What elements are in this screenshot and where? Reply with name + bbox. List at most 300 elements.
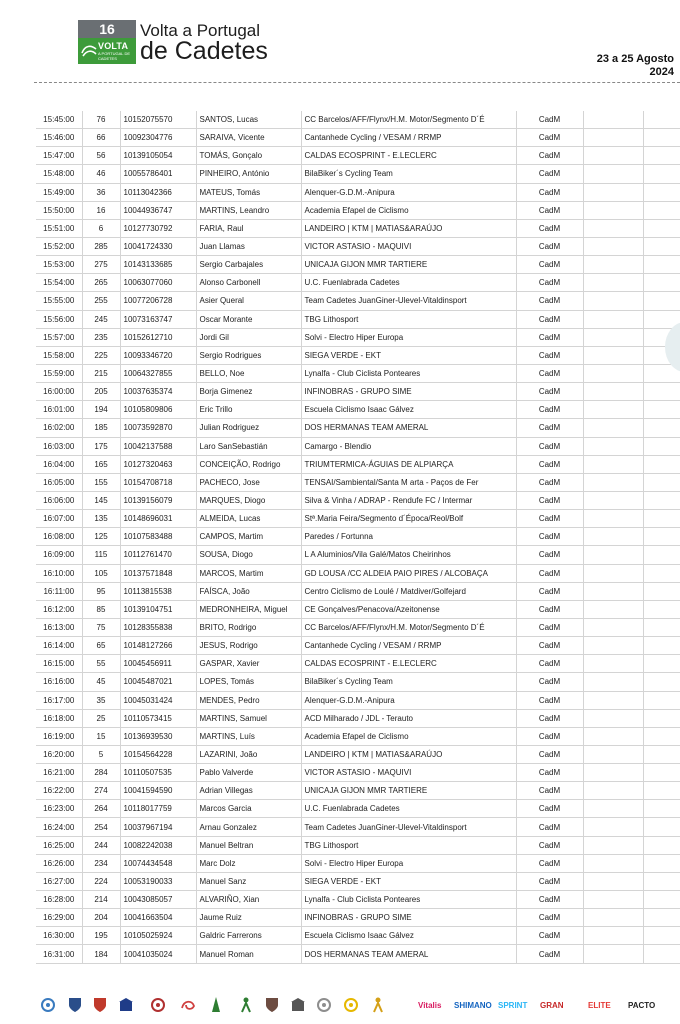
table-row bbox=[36, 854, 680, 872]
page-header bbox=[0, 0, 680, 84]
empty-cell bbox=[583, 473, 643, 491]
category-cell: CadM bbox=[516, 292, 583, 310]
start-time-cell: 16:07:00 bbox=[36, 510, 82, 528]
bib-number-cell: 215 bbox=[82, 364, 120, 382]
uci-id-cell: 10064327855 bbox=[120, 364, 196, 382]
shield-icon bbox=[67, 996, 83, 1014]
start-time-cell: 16:06:00 bbox=[36, 491, 82, 509]
category-cell: CadM bbox=[516, 927, 583, 945]
table-row bbox=[36, 800, 680, 818]
uci-id-cell: 10045031424 bbox=[120, 691, 196, 709]
empty-cell bbox=[643, 709, 680, 727]
team-name-cell: DOS HERMANAS TEAM AMERAL bbox=[301, 945, 516, 963]
bib-number-cell: 194 bbox=[82, 401, 120, 419]
empty-cell bbox=[583, 564, 643, 582]
empty-cell bbox=[583, 673, 643, 691]
sponsor-shimano-label: SHIMANO bbox=[454, 1000, 492, 1010]
empty-cell bbox=[643, 401, 680, 419]
table-row bbox=[36, 618, 680, 636]
start-time-cell: 16:03:00 bbox=[36, 437, 82, 455]
uci-id-cell: 10044936747 bbox=[120, 201, 196, 219]
rider-name-cell: JESUS, Rodrigo bbox=[196, 637, 301, 655]
team-name-cell: BilaBiker´s Cycling Team bbox=[301, 673, 516, 691]
start-time-cell: 16:02:00 bbox=[36, 419, 82, 437]
table-row bbox=[36, 782, 680, 800]
empty-cell bbox=[583, 727, 643, 745]
bib-number-cell: 204 bbox=[82, 909, 120, 927]
category-cell: CadM bbox=[516, 201, 583, 219]
bib-number-cell: 175 bbox=[82, 437, 120, 455]
empty-cell bbox=[583, 364, 643, 382]
team-name-cell: CC Barcelos/AFF/Flynx/H.M. Motor/Segmento D´É bbox=[301, 111, 516, 129]
crest-icon bbox=[40, 996, 56, 1014]
table-row bbox=[36, 310, 680, 328]
crest-icon bbox=[343, 996, 359, 1014]
bib-number-cell: 145 bbox=[82, 491, 120, 509]
empty-cell bbox=[643, 800, 680, 818]
empty-cell bbox=[643, 528, 680, 546]
start-time-cell: 16:19:00 bbox=[36, 727, 82, 745]
team-name-cell: SIEGA VERDE - EKT bbox=[301, 346, 516, 364]
empty-cell bbox=[643, 891, 680, 909]
start-time-cell: 15:57:00 bbox=[36, 328, 82, 346]
team-name-cell: TENSAI/Sambiental/Santa M arta - Paços de Fer bbox=[301, 473, 516, 491]
sponsor-15-label: GRAN bbox=[540, 1000, 564, 1010]
start-time-cell: 15:53:00 bbox=[36, 256, 82, 274]
empty-cell bbox=[643, 691, 680, 709]
logo-text: VOLTA bbox=[98, 41, 129, 51]
uci-id-cell: 10143133685 bbox=[120, 256, 196, 274]
bib-number-cell: 115 bbox=[82, 546, 120, 564]
rider-name-cell: SANTOS, Lucas bbox=[196, 111, 301, 129]
start-time-cell: 15:56:00 bbox=[36, 310, 82, 328]
bib-number-cell: 36 bbox=[82, 183, 120, 201]
sponsor-1-logo bbox=[40, 994, 56, 1016]
table-row bbox=[36, 473, 680, 491]
category-cell: CadM bbox=[516, 745, 583, 763]
team-name-cell: U.C. Fuenlabrada Cadetes bbox=[301, 274, 516, 292]
category-cell: CadM bbox=[516, 147, 583, 165]
table-row bbox=[36, 709, 680, 727]
empty-cell bbox=[583, 709, 643, 727]
empty-cell bbox=[583, 618, 643, 636]
figure-icon bbox=[370, 996, 386, 1014]
table-row bbox=[36, 564, 680, 582]
bib-number-cell: 25 bbox=[82, 709, 120, 727]
sponsor-vitalis-label: Vitalis bbox=[418, 1000, 442, 1010]
rider-name-cell: MARTINS, Luís bbox=[196, 727, 301, 745]
table-row bbox=[36, 237, 680, 255]
table-row bbox=[36, 818, 680, 836]
header-separator bbox=[34, 82, 680, 83]
team-name-cell: Silva & Vinha / ADRAP - Rendufe FC / Intermar bbox=[301, 491, 516, 509]
uci-id-cell: 10107583488 bbox=[120, 528, 196, 546]
bib-number-cell: 274 bbox=[82, 782, 120, 800]
rider-name-cell: SARAIVA, Vicente bbox=[196, 129, 301, 147]
uci-id-cell: 10043085057 bbox=[120, 891, 196, 909]
uci-id-cell: 10042137588 bbox=[120, 437, 196, 455]
table-row bbox=[36, 745, 680, 763]
uci-id-cell: 10105025924 bbox=[120, 927, 196, 945]
team-name-cell: CE Gonçalves/Penacova/Azeitonense bbox=[301, 600, 516, 618]
team-name-cell: Solvi - Electro Hiper Europa bbox=[301, 328, 516, 346]
category-cell: CadM bbox=[516, 437, 583, 455]
rider-name-cell: MARTINS, Leandro bbox=[196, 201, 301, 219]
rider-name-cell: PINHEIRO, António bbox=[196, 165, 301, 183]
sponsor-14-logo bbox=[498, 994, 527, 1016]
uci-id-cell: 10152612710 bbox=[120, 328, 196, 346]
table-row bbox=[36, 927, 680, 945]
uci-id-cell: 10045456911 bbox=[120, 655, 196, 673]
empty-cell bbox=[583, 528, 643, 546]
start-time-cell: 15:52:00 bbox=[36, 237, 82, 255]
uci-id-cell: 10154564228 bbox=[120, 745, 196, 763]
empty-cell bbox=[583, 510, 643, 528]
table-row bbox=[36, 401, 680, 419]
uci-id-cell: 10128355838 bbox=[120, 618, 196, 636]
start-time-cell: 15:54:00 bbox=[36, 274, 82, 292]
empty-cell bbox=[643, 383, 680, 401]
bib-number-cell: 214 bbox=[82, 891, 120, 909]
event-dates bbox=[597, 53, 674, 79]
category-cell: CadM bbox=[516, 637, 583, 655]
swirl-icon bbox=[180, 996, 196, 1014]
empty-cell bbox=[643, 111, 680, 129]
rider-name-cell: Manuel Beltran bbox=[196, 836, 301, 854]
rider-name-cell: MEDRONHEIRA, Miguel bbox=[196, 600, 301, 618]
bib-number-cell: 184 bbox=[82, 945, 120, 963]
uci-id-cell: 10139156079 bbox=[120, 491, 196, 509]
crest-icon bbox=[150, 996, 166, 1014]
table-row bbox=[36, 437, 680, 455]
start-time-cell: 16:22:00 bbox=[36, 782, 82, 800]
start-time-cell: 16:11:00 bbox=[36, 582, 82, 600]
category-cell: CadM bbox=[516, 782, 583, 800]
empty-cell bbox=[583, 582, 643, 600]
empty-cell bbox=[583, 945, 643, 963]
empty-cell bbox=[583, 383, 643, 401]
empty-cell bbox=[583, 111, 643, 129]
uci-id-cell: 10037635374 bbox=[120, 383, 196, 401]
start-time-cell: 15:51:00 bbox=[36, 219, 82, 237]
rider-name-cell: Marc Dolz bbox=[196, 854, 301, 872]
sponsor-12-logo bbox=[343, 994, 359, 1016]
table-row bbox=[36, 691, 680, 709]
start-time-cell: 16:18:00 bbox=[36, 709, 82, 727]
start-time-cell: 16:14:00 bbox=[36, 637, 82, 655]
bib-number-cell: 56 bbox=[82, 147, 120, 165]
logo-edition-number: 16 bbox=[78, 20, 136, 38]
empty-cell bbox=[643, 219, 680, 237]
rider-name-cell: Jordi Gil bbox=[196, 328, 301, 346]
start-time-cell: 15:58:00 bbox=[36, 346, 82, 364]
uci-id-cell: 10063077060 bbox=[120, 274, 196, 292]
category-cell: CadM bbox=[516, 111, 583, 129]
table-row bbox=[36, 383, 680, 401]
table-row bbox=[36, 600, 680, 618]
shield-icon bbox=[92, 996, 108, 1014]
table-row bbox=[36, 673, 680, 691]
team-name-cell: L A Aluminios/Vila Galé/Matos Cheirinhos bbox=[301, 546, 516, 564]
start-time-cell: 16:13:00 bbox=[36, 618, 82, 636]
start-time-cell: 15:48:00 bbox=[36, 165, 82, 183]
empty-cell bbox=[583, 637, 643, 655]
cyclist-icon bbox=[81, 43, 97, 57]
category-cell: CadM bbox=[516, 310, 583, 328]
table-row bbox=[36, 183, 680, 201]
uci-id-cell: 10139105054 bbox=[120, 147, 196, 165]
start-time-cell: 16:09:00 bbox=[36, 546, 82, 564]
team-name-cell: LANDEIRO | KTM | MATIAS&ARAÚJO bbox=[301, 219, 516, 237]
rider-name-cell: Marcos Garcia bbox=[196, 800, 301, 818]
rider-name-cell: ALMEIDA, Lucas bbox=[196, 510, 301, 528]
team-name-cell: Lynalfa - Club Ciclista Ponteares bbox=[301, 364, 516, 382]
empty-cell bbox=[643, 165, 680, 183]
bib-number-cell: 235 bbox=[82, 328, 120, 346]
uci-id-cell: 10041663504 bbox=[120, 909, 196, 927]
start-time-cell: 16:31:00 bbox=[36, 945, 82, 963]
empty-cell bbox=[583, 328, 643, 346]
table-row bbox=[36, 256, 680, 274]
category-cell: CadM bbox=[516, 600, 583, 618]
empty-cell bbox=[583, 600, 643, 618]
empty-cell bbox=[583, 836, 643, 854]
empty-cell bbox=[583, 854, 643, 872]
empty-cell bbox=[643, 419, 680, 437]
building-icon bbox=[118, 996, 134, 1014]
bib-number-cell: 66 bbox=[82, 129, 120, 147]
category-cell: CadM bbox=[516, 219, 583, 237]
bib-number-cell: 284 bbox=[82, 764, 120, 782]
sponsor-10-logo bbox=[290, 994, 306, 1016]
empty-cell bbox=[643, 183, 680, 201]
team-name-cell: Academia Efapel de Ciclismo bbox=[301, 201, 516, 219]
empty-cell bbox=[643, 818, 680, 836]
empty-cell bbox=[643, 256, 680, 274]
category-cell: CadM bbox=[516, 364, 583, 382]
rider-name-cell: ALVARIÑO, Xian bbox=[196, 891, 301, 909]
rider-name-cell: Alonso Carbonell bbox=[196, 274, 301, 292]
table-row bbox=[36, 219, 680, 237]
uci-id-cell: 10073163747 bbox=[120, 310, 196, 328]
category-cell: CadM bbox=[516, 709, 583, 727]
category-cell: CadM bbox=[516, 328, 583, 346]
bib-number-cell: 135 bbox=[82, 510, 120, 528]
empty-cell bbox=[583, 219, 643, 237]
empty-cell bbox=[643, 274, 680, 292]
crest-icon bbox=[316, 996, 332, 1014]
rider-name-cell: LAZARINI, João bbox=[196, 745, 301, 763]
rider-name-cell: MARCOS, Martim bbox=[196, 564, 301, 582]
table-row bbox=[36, 147, 680, 165]
bib-number-cell: 6 bbox=[82, 219, 120, 237]
event-title bbox=[140, 22, 268, 64]
table-row bbox=[36, 491, 680, 509]
shield-icon bbox=[264, 996, 280, 1014]
sponsor-16-logo bbox=[588, 994, 611, 1016]
category-cell: CadM bbox=[516, 891, 583, 909]
uci-id-cell: 10137571848 bbox=[120, 564, 196, 582]
team-name-cell: CALDAS ECOSPRINT - E.LECLERC bbox=[301, 655, 516, 673]
table-row bbox=[36, 328, 680, 346]
bib-number-cell: 15 bbox=[82, 727, 120, 745]
bib-number-cell: 205 bbox=[82, 383, 120, 401]
start-time-cell: 16:01:00 bbox=[36, 401, 82, 419]
table-row bbox=[36, 129, 680, 147]
category-cell: CadM bbox=[516, 691, 583, 709]
uci-id-cell: 10113042366 bbox=[120, 183, 196, 201]
empty-cell bbox=[643, 618, 680, 636]
team-name-cell: GD LOUSA /CC ALDEIA PAIO PIRES / ALCOBAÇA bbox=[301, 564, 516, 582]
bib-number-cell: 195 bbox=[82, 927, 120, 945]
start-time-cell: 15:59:00 bbox=[36, 364, 82, 382]
bib-number-cell: 254 bbox=[82, 818, 120, 836]
bib-number-cell: 265 bbox=[82, 274, 120, 292]
rider-name-cell: PACHECO, Jose bbox=[196, 473, 301, 491]
team-name-cell: TBG Lithosport bbox=[301, 836, 516, 854]
uci-id-cell: 10053190033 bbox=[120, 872, 196, 890]
table-row bbox=[36, 528, 680, 546]
team-name-cell: U.C. Fuenlabrada Cadetes bbox=[301, 800, 516, 818]
table-row bbox=[36, 872, 680, 890]
sponsor-vitalis-logo bbox=[418, 994, 441, 1016]
rider-name-cell: TOMÁS, Gonçalo bbox=[196, 147, 301, 165]
team-name-cell: ACD Milharado / JDL - Terauto bbox=[301, 709, 516, 727]
uci-id-cell: 10148127266 bbox=[120, 637, 196, 655]
empty-cell bbox=[643, 437, 680, 455]
event-year: 2024 bbox=[649, 66, 674, 78]
rider-name-cell: Adrian Villegas bbox=[196, 782, 301, 800]
bib-number-cell: 35 bbox=[82, 691, 120, 709]
team-name-cell: Lynalfa - Club Ciclista Ponteares bbox=[301, 891, 516, 909]
table-row bbox=[36, 836, 680, 854]
category-cell: CadM bbox=[516, 764, 583, 782]
table-row bbox=[36, 111, 680, 129]
empty-cell bbox=[583, 147, 643, 165]
category-cell: CadM bbox=[516, 836, 583, 854]
start-time-cell: 16:28:00 bbox=[36, 891, 82, 909]
table-row bbox=[36, 455, 680, 473]
category-cell: CadM bbox=[516, 129, 583, 147]
bib-number-cell: 255 bbox=[82, 292, 120, 310]
sponsor-pacto-logo bbox=[628, 994, 655, 1016]
rider-name-cell: MARQUES, Diogo bbox=[196, 491, 301, 509]
start-time-cell: 16:04:00 bbox=[36, 455, 82, 473]
table-row bbox=[36, 292, 680, 310]
start-time-cell: 16:29:00 bbox=[36, 909, 82, 927]
start-time-cell: 15:50:00 bbox=[36, 201, 82, 219]
empty-cell bbox=[583, 455, 643, 473]
table-row bbox=[36, 945, 680, 963]
category-cell: CadM bbox=[516, 510, 583, 528]
empty-cell bbox=[583, 691, 643, 709]
category-cell: CadM bbox=[516, 491, 583, 509]
uci-id-cell: 10110573415 bbox=[120, 709, 196, 727]
rider-name-cell: Jaume Ruiz bbox=[196, 909, 301, 927]
table-row bbox=[36, 419, 680, 437]
rider-name-cell: CAMPOS, Martim bbox=[196, 528, 301, 546]
sponsor-5-logo bbox=[150, 994, 166, 1016]
bib-number-cell: 85 bbox=[82, 600, 120, 618]
empty-cell bbox=[643, 292, 680, 310]
empty-cell bbox=[643, 455, 680, 473]
team-name-cell: Alenquer-G.D.M.-Anipura bbox=[301, 691, 516, 709]
uci-id-cell: 10037967194 bbox=[120, 818, 196, 836]
uci-id-cell: 10041724330 bbox=[120, 237, 196, 255]
rider-name-cell: Oscar Morante bbox=[196, 310, 301, 328]
bib-number-cell: 264 bbox=[82, 800, 120, 818]
empty-cell bbox=[643, 510, 680, 528]
bib-number-cell: 5 bbox=[82, 745, 120, 763]
empty-cell bbox=[583, 491, 643, 509]
bib-number-cell: 165 bbox=[82, 455, 120, 473]
empty-cell bbox=[583, 891, 643, 909]
bib-number-cell: 45 bbox=[82, 673, 120, 691]
empty-cell bbox=[643, 237, 680, 255]
bib-number-cell: 105 bbox=[82, 564, 120, 582]
table-row bbox=[36, 510, 680, 528]
empty-cell bbox=[583, 292, 643, 310]
rider-name-cell: CONCEIÇÃO, Rodrigo bbox=[196, 455, 301, 473]
bib-number-cell: 155 bbox=[82, 473, 120, 491]
start-time-cell: 15:55:00 bbox=[36, 292, 82, 310]
team-name-cell: Cantanhede Cycling / VESAM / RRMP bbox=[301, 129, 516, 147]
bib-number-cell: 275 bbox=[82, 256, 120, 274]
start-time-cell: 16:05:00 bbox=[36, 473, 82, 491]
rider-name-cell: Manuel Sanz bbox=[196, 872, 301, 890]
team-name-cell: DOS HERMANAS TEAM AMERAL bbox=[301, 419, 516, 437]
sponsor-7-logo bbox=[208, 994, 224, 1016]
team-name-cell: BilaBiker´s Cycling Team bbox=[301, 165, 516, 183]
start-time-cell: 15:49:00 bbox=[36, 183, 82, 201]
category-cell: CadM bbox=[516, 564, 583, 582]
team-name-cell: CC Barcelos/AFF/Flynx/H.M. Motor/Segmento D´É bbox=[301, 618, 516, 636]
uci-id-cell: 10112761470 bbox=[120, 546, 196, 564]
team-name-cell: UNICAJA GIJON MMR TARTIERE bbox=[301, 782, 516, 800]
sponsor-4-logo bbox=[118, 994, 134, 1016]
empty-cell bbox=[583, 655, 643, 673]
empty-cell bbox=[643, 727, 680, 745]
uci-id-cell: 10154708718 bbox=[120, 473, 196, 491]
bib-number-cell: 75 bbox=[82, 618, 120, 636]
team-name-cell: VICTOR ASTASIO - MAQUIVI bbox=[301, 764, 516, 782]
logo-green-band bbox=[78, 38, 136, 64]
bib-number-cell: 46 bbox=[82, 165, 120, 183]
empty-cell bbox=[643, 872, 680, 890]
empty-cell bbox=[583, 818, 643, 836]
uci-id-cell: 10113815538 bbox=[120, 582, 196, 600]
team-name-cell: TBG Lithosport bbox=[301, 310, 516, 328]
empty-cell bbox=[643, 564, 680, 582]
team-name-cell: Centro Ciclismo de Loulé / Matdiver/Golfejard bbox=[301, 582, 516, 600]
sponsor-14-label: SPRINT bbox=[498, 1000, 528, 1010]
start-time-cell: 16:26:00 bbox=[36, 854, 82, 872]
rider-name-cell: Laro SanSebastián bbox=[196, 437, 301, 455]
empty-cell bbox=[583, 419, 643, 437]
rider-name-cell: Eric Trillo bbox=[196, 401, 301, 419]
sponsor-6-logo bbox=[180, 994, 196, 1016]
empty-cell bbox=[583, 745, 643, 763]
empty-cell bbox=[643, 655, 680, 673]
sponsor-13-logo bbox=[370, 994, 386, 1016]
bib-number-cell: 65 bbox=[82, 637, 120, 655]
bib-number-cell: 225 bbox=[82, 346, 120, 364]
team-name-cell: Camargo - Blendio bbox=[301, 437, 516, 455]
team-name-cell: Team Cadetes JuanGiner-Ulevel-Vitaldinsport bbox=[301, 818, 516, 836]
empty-cell bbox=[643, 129, 680, 147]
category-cell: CadM bbox=[516, 401, 583, 419]
team-name-cell: Team Cadetes JuanGiner-Ulevel-Vitaldinsport bbox=[301, 292, 516, 310]
